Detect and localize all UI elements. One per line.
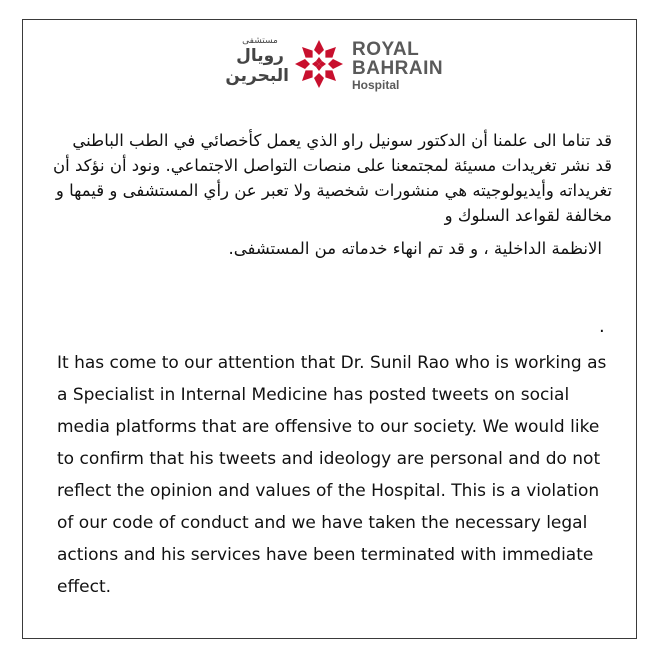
arabic-last-line: الانظمة الداخلية ، و قد تم انهاء خدماته من المستشفى. bbox=[228, 239, 602, 258]
arabic-statement bbox=[51, 128, 612, 261]
logo-arabic-text bbox=[225, 36, 289, 86]
logo-arabic-top: مستشفى bbox=[242, 36, 278, 46]
logo-english-text bbox=[352, 40, 443, 92]
logo-arabic-mid: رويال bbox=[236, 46, 284, 66]
stray-period: . bbox=[599, 316, 605, 337]
logo-english-line3: Hospital bbox=[352, 78, 400, 92]
english-statement: It has come to our attention that Dr. Sunil Rao who is working as a Specialist in Internal Medicine has posted tweets on social media platforms that are offensive to our society. We would like to confirm that his tweets and ideology are personal and do not reflect the opinion and values of the Hospital. This is a violation of our code of conduct and we have taken the necessary legal actions and his services have been terminated with immediate effect. bbox=[57, 353, 607, 597]
logo-mark-icon bbox=[293, 38, 345, 90]
logo-english-line2: BAHRAIN bbox=[352, 58, 444, 79]
arabic-paragraph: قد تناما الى علمنا أن الدكتور سونيل راو الذي يعمل كأخصائي في الطب الباطني قد نشر تغريدات مسيئة لمجتمعنا على منصات التواصل الاجتماعي. ونود أن نؤكد أن تغريداته وأيديولوجيته هي منشورات شخصية ولا تعبر عن رأي المستشفى و قيمها و مخالفة لقواعد السلوك و bbox=[53, 131, 612, 225]
statement-frame bbox=[22, 19, 637, 639]
logo-arabic-bot: البحرين bbox=[225, 66, 289, 86]
hospital-logo bbox=[225, 36, 461, 108]
logo-english-line1: ROYAL bbox=[352, 39, 420, 60]
